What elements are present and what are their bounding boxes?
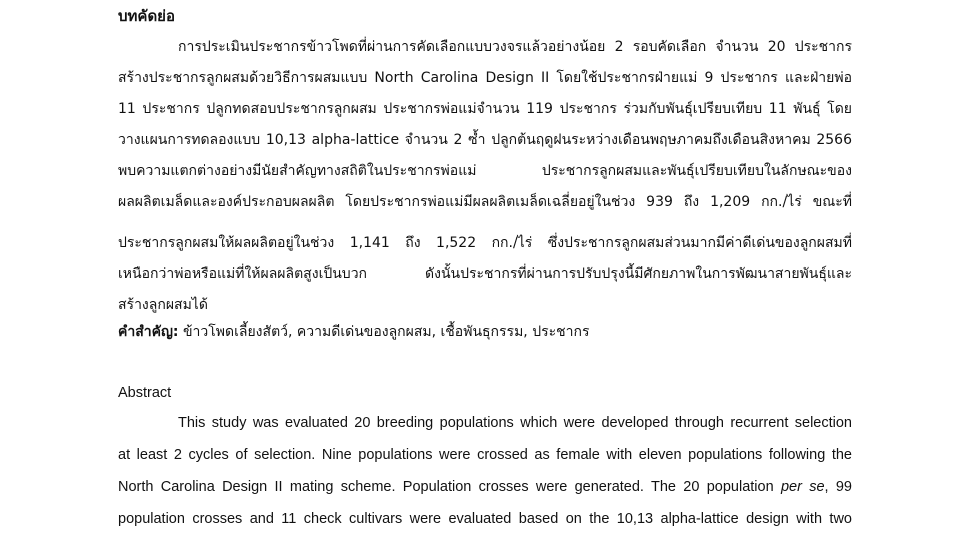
english-line-4-text: North Carolina Design II mating scheme. Population crosses were generated. The 20 population [118,479,781,495]
thai-abstract-line-7: ประชากรลูกผสมให้ผลผลิตอยู่ในช่วง 1,141 ถึง 1,522 กก./ไร่ ซึ่งประชากรลูกผสมส่วนมากมีค่าดีเด่นของลูกผสมที่ [118,235,852,251]
english-abstract-line-5: population crosses and 11 check cultivars were evaluated based on the 10,13 alpha-lattice design with two [118,511,852,527]
thai-keywords [118,322,852,342]
thai-abstract-line-2: สร้างประชากรลูกผสมด้วยวิธีการผสมแบบ North Carolina Design II โดยใช้ประชากรฝ่ายแม่ 9 ประชากร และฝ่ายพ่อ [118,70,852,86]
english-abstract-line-1: This study was evaluated 20 breeding populations which were developed through recurrent selection [178,415,852,431]
thai-abstract-heading: บทคัดย่อ [118,7,175,25]
thai-abstract-line-3: 11 ประชากร ปลูกทดสอบประชากรลูกผสม ประชากรพ่อแม่จำนวน 119 ประชากร ร่วมกับพันธุ์เปรียบเทียบ 11 พันธุ์ โดย [118,101,852,117]
thai-abstract-line-8: เหนือกว่าพ่อหรือแม่ที่ให้ผลผลิตสูงเป็นบวก ดังนั้นประชากรที่ผ่านการปรับปรุงนี้มีศักยภาพในการพัฒนาสายพันธุ์และ [118,266,852,282]
per-se-italic: per se [780,479,825,495]
thai-abstract-line-4: วางแผนการทดลองแบบ 10,13 alpha-lattice จำนวน 2 ซ้ำ ปลูกต้นฤดูฝนระหว่างเดือนพฤษภาคมถึงเดือนสิงหาคม 2566 [118,132,852,148]
english-abstract-line-4 [118,477,852,497]
thai-abstract-line-9: สร้างลูกผสมได้ [118,297,208,313]
keywords-label: คำสำคัญ: [118,324,179,340]
thai-abstract-line-1: การประเมินประชากรข้าวโพดที่ผ่านการคัดเลือกแบบวงจรแล้วอย่างน้อย 2 รอบคัดเลือก จำนวน 20 ประชากร [178,39,852,55]
english-abstract-heading: Abstract [118,385,172,401]
thai-abstract-line-6: ผลผลิตเมล็ดและองค์ประกอบผลผลิต โดยประชากรพ่อแม่มีผลผลิตเมล็ดเฉลี่ยอยู่ในช่วง 939 ถึง 1,209 กก./ไร่ ขณะที่ [118,194,852,210]
english-abstract-line-2: at least 2 cycles of selection. Nine populations were crossed as female with eleven populations following the [118,447,852,463]
english-line-4-tail: , 99 [824,479,852,495]
thai-abstract-line-5: พบความแตกต่างอย่างมีนัยสำคัญทางสถิติในประชากรพ่อแม่ ประชากรลูกผสมและพันธุ์เปรียบเทียบในลักษณะของ [118,163,852,179]
keywords-text: ข้าวโพดเลี้ยงสัตว์, ความดีเด่นของลูกผสม, เชื้อพันธุกรรม, ประชากร [178,324,590,340]
